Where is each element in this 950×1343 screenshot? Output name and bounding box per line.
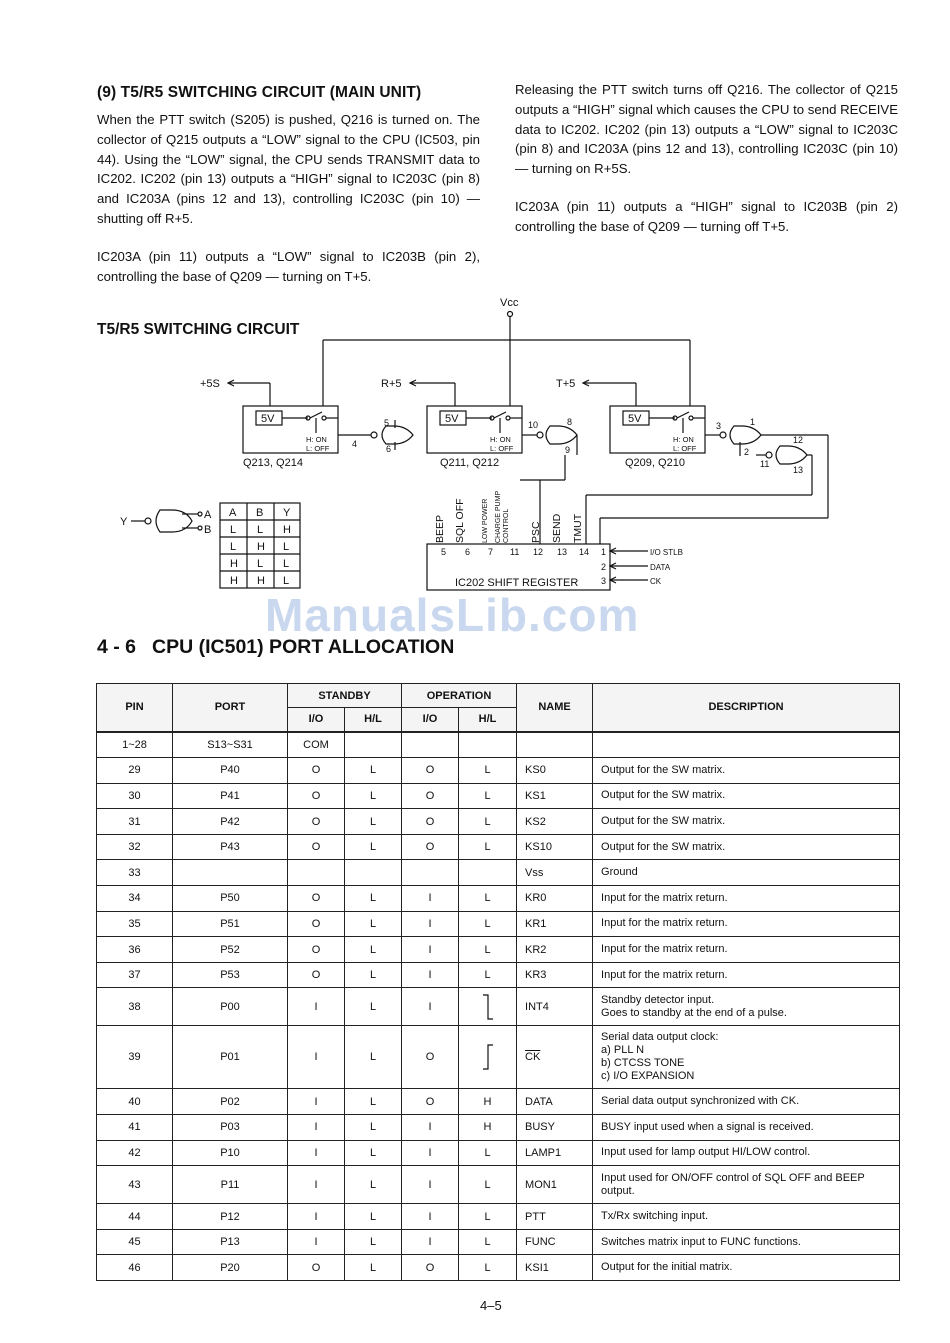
header-operation: OPERATION [402,684,517,708]
shift-register-ic202 [427,491,683,590]
cell-s-io: O [288,809,345,835]
port-allocation-heading [97,636,454,659]
cell-desc: Serial data output clock: a) PLL N b) CTCSS TONE c) I/O EXPANSION [593,1026,900,1089]
cell-pin: 39 [97,1026,173,1089]
svg-text:H: ON: H: ON [490,435,511,444]
cell-o-hl: L [459,962,517,988]
cell-port: P02 [173,1089,288,1115]
page-number: 4–5 [480,1298,502,1313]
header-port: PORT [173,684,288,732]
cell-o-hl: L [459,1204,517,1230]
cell-o-io: O [402,809,459,835]
cell-port: S13~S31 [173,732,288,758]
cell-name: $\overline{CK}$ [517,1026,593,1089]
cell-name: KS0 [517,758,593,784]
cell-pin: 35 [97,911,173,937]
svg-text:SQL OFF: SQL OFF [454,498,466,543]
cell-s-hl: L [345,758,402,784]
nor-gate-2 [520,417,577,480]
cell-pin: 31 [97,809,173,835]
cell-desc: Standby detector input. Goes to standby at the end of a pulse. [593,988,900,1026]
svg-text:2: 2 [744,447,750,457]
svg-text:8: 8 [567,417,573,427]
svg-text:6: 6 [465,547,471,557]
cell-s-io: O [288,911,345,937]
rail-label-5s: +5S [200,378,220,390]
cell-port: P12 [173,1204,288,1230]
cell-name: DATA [517,1089,593,1115]
svg-text:H: ON: H: ON [306,435,327,444]
cell-s-io: I [288,1115,345,1141]
nor-gate-1 [338,418,413,454]
cell-o-hl: H [459,1115,517,1141]
cell-s-hl: L [345,834,402,860]
switch-block-2 [427,406,522,469]
left-paragraph-2: IC203A (pin 11) outputs a “LOW” signal to IC203B (pin 2), controlling the base of Q209 — turning on T+5. [97,248,480,284]
cell-desc [593,732,900,758]
svg-text:CONTROL: CONTROL [503,508,510,543]
svg-text:SEND: SEND [551,513,563,543]
svg-text:5: 5 [384,418,390,428]
cell-s-io: O [288,1255,345,1281]
svg-text:Y: Y [283,507,291,519]
header-operation-io: I/O [402,708,459,732]
table-row [97,988,900,1026]
cell-s-hl [345,732,402,758]
cell-s-io: O [288,758,345,784]
rising-edge-pulse-icon [480,1042,496,1072]
cell-s-hl: L [345,1089,402,1115]
cell-pin: 36 [97,937,173,963]
svg-text:H: H [283,524,291,536]
cell-desc: Output for the SW matrix. [593,834,900,860]
svg-text:L: OFF: L: OFF [490,444,514,453]
left-text-column [97,110,480,304]
cell-name: LAMP1 [517,1140,593,1166]
cell-desc: Input used for lamp output HI/LOW control. [593,1140,900,1166]
cell-name [517,732,593,758]
cell-port: P50 [173,886,288,912]
table-row [97,1255,900,1281]
cell-name: KR2 [517,937,593,963]
cell-o-hl [459,988,517,1026]
transistor-label-3: Q209, Q210 [625,457,685,469]
cell-o-io: O [402,1255,459,1281]
cell-desc: Switches matrix input to FUNC functions. [593,1229,900,1255]
switch-block-3 [610,406,705,469]
table-row [97,1229,900,1255]
cell-port: P42 [173,809,288,835]
cell-pin: 32 [97,834,173,860]
cell-s-io: I [288,1089,345,1115]
cell-desc: Input for the matrix return. [593,937,900,963]
cell-o-hl: L [459,834,517,860]
cell-s-io: O [288,886,345,912]
header-pin: PIN [97,684,173,732]
svg-text:L: L [283,541,290,553]
vcc-label: Vcc [500,297,519,309]
table-row [97,732,900,758]
cell-name: BUSY [517,1115,593,1141]
svg-text:1: 1 [750,417,756,427]
header-standby: STANDBY [288,684,402,708]
section-number: 4 - 6 [97,636,137,658]
cell-port: P51 [173,911,288,937]
cell-desc: Input for the matrix return. [593,886,900,912]
cell-o-hl: L [459,911,517,937]
svg-text:L: OFF: L: OFF [673,444,697,453]
cell-o-hl: L [459,886,517,912]
nor-gate-4 [756,435,812,495]
cell-s-hl: L [345,809,402,835]
cell-name: PTT [517,1204,593,1230]
cell-s-io: O [288,962,345,988]
svg-text:L: L [283,575,290,587]
cell-o-io: I [402,1204,459,1230]
svg-text:5V: 5V [445,413,459,425]
cell-pin: 46 [97,1255,173,1281]
cell-port [173,860,288,886]
shift-register-label: IC202 SHIFT REGISTER [455,577,579,589]
cell-port: P11 [173,1166,288,1204]
switch-block-1 [243,406,338,469]
cell-s-hl: L [345,1026,402,1089]
cell-o-io: I [402,1229,459,1255]
watermark: ManualsLib.com [265,589,640,641]
cell-o-io: I [402,886,459,912]
cell-o-io: I [402,911,459,937]
left-paragraph-1: When the PTT switch (S205) is pushed, Q216 is turned on. The collector of Q215 outputs a “LOW” signal to the CPU (IC503, pin 44). Using the “LOW” signal, the CPU sends TRANSMIT data to IC202. IC202 (pin 13) outputs a “HIGH” signal to IC203C (pin 8) and IC203A (pins 12 and 13), controlling IC203C (pin 10) — shutting off R+5. [97,112,480,226]
cell-pin: 33 [97,860,173,886]
svg-text:5V: 5V [628,413,642,425]
svg-text:BEEP: BEEP [434,514,446,543]
cell-s-io: I [288,1026,345,1089]
table-row [97,783,900,809]
cell-o-hl: L [459,1255,517,1281]
svg-text:5V: 5V [261,413,275,425]
cell-desc: BUSY input used when a signal is received. [593,1115,900,1141]
cell-o-io: O [402,1089,459,1115]
svg-text:13: 13 [793,465,804,475]
right-paragraph-1: Releasing the PTT switch turns off Q216. The collector of Q215 outputs a “HIGH” signal which causes the CPU to send RECEIVE data to IC202. IC202 (pin 13) outputs a “LOW” signal to IC203C (pin 8) and IC203A (pins 12 and 13), controlling IC203C (pin 10) — turning on R+5S. [515,82,898,177]
svg-text:L: L [230,541,237,553]
svg-text:DATA: DATA [650,563,671,572]
cell-name: KR1 [517,911,593,937]
table-row [97,1026,900,1089]
cell-pin: 34 [97,886,173,912]
svg-text:L: OFF: L: OFF [306,444,330,453]
svg-text:B: B [256,507,264,519]
cell-desc: Input for the matrix return. [593,962,900,988]
svg-text:6: 6 [386,444,392,454]
header-name: NAME [517,684,593,732]
cell-port: P43 [173,834,288,860]
section-heading: (9) T5/R5 SWITCHING CIRCUIT (MAIN UNIT) [97,84,422,101]
cell-port: P53 [173,962,288,988]
table-row [97,809,900,835]
table-row [97,911,900,937]
cell-name: KR3 [517,962,593,988]
cell-o-hl: L [459,758,517,784]
port-table-body [97,732,900,1281]
cell-s-io: I [288,1166,345,1204]
cell-pin: 42 [97,1140,173,1166]
svg-text:3: 3 [716,421,722,431]
cell-pin: 41 [97,1115,173,1141]
diagram-title: T5/R5 SWITCHING CIRCUIT [97,321,300,338]
rail-label-t5: T+5 [556,378,576,390]
cell-name: KS10 [517,834,593,860]
cell-name: KS2 [517,809,593,835]
cell-port: P20 [173,1255,288,1281]
cell-o-io: O [402,1026,459,1089]
cell-desc: Output for the initial matrix. [593,1255,900,1281]
svg-text:LOW POWER: LOW POWER [482,498,489,543]
cell-s-io: I [288,1204,345,1230]
svg-text:13: 13 [557,547,568,557]
svg-text:1: 1 [601,547,607,557]
cell-o-hl: L [459,783,517,809]
cell-desc: Input used for ON/OFF control of SQL OFF and BEEP output. [593,1166,900,1204]
cell-s-io: O [288,783,345,809]
svg-text:11: 11 [510,547,520,557]
cell-s-io [288,860,345,886]
cell-o-hl: L [459,1166,517,1204]
table-row [97,834,900,860]
cell-s-hl [345,860,402,886]
table-row [97,1204,900,1230]
svg-text:3: 3 [601,576,607,586]
cell-pin: 30 [97,783,173,809]
table-row [97,937,900,963]
cell-s-io: I [288,988,345,1026]
table-row [97,886,900,912]
cell-desc: Output for the SW matrix. [593,758,900,784]
svg-text:H: H [230,575,238,587]
cell-name: KSI1 [517,1255,593,1281]
cell-o-hl [459,1026,517,1089]
cell-s-hl: L [345,911,402,937]
cell-desc: Serial data output synchronized with CK. [593,1089,900,1115]
cell-pin: 29 [97,758,173,784]
cell-name: KS1 [517,783,593,809]
cell-o-hl: L [459,1229,517,1255]
table-row [97,758,900,784]
cell-o-io: I [402,962,459,988]
cell-pin: 38 [97,988,173,1026]
svg-text:A: A [204,509,212,521]
cell-s-io: I [288,1229,345,1255]
cell-o-hl [459,860,517,886]
cell-desc: Output for the SW matrix. [593,783,900,809]
vcc-terminal [508,312,513,317]
cell-desc: Tx/Rx switching input. [593,1204,900,1230]
rail-label-r5: R+5 [381,378,402,390]
falling-edge-pulse-icon [480,992,496,1022]
cell-s-hl: L [345,1229,402,1255]
nor-gate-legend [120,509,212,536]
cell-o-io: O [402,758,459,784]
header-operation-hl: H/L [459,708,517,732]
cell-o-io: O [402,834,459,860]
cell-desc: Ground [593,860,900,886]
svg-text:PSC: PSC [530,521,542,543]
section-title: CPU (IC501) PORT ALLOCATION [152,636,455,658]
cell-port: P01 [173,1026,288,1089]
table-row [97,1166,900,1204]
cell-s-hl: L [345,1204,402,1230]
right-paragraph-2: IC203A (pin 11) outputs a “HIGH” signal to IC203B (pin 2) controlling the base of Q209 — turning off T+5. [515,198,898,234]
cell-name: Vss [517,860,593,886]
cell-s-hl: L [345,937,402,963]
cell-s-io: COM [288,732,345,758]
svg-text:L: L [230,524,237,536]
table-row [97,1089,900,1115]
table-row [97,962,900,988]
cell-s-hl: L [345,1255,402,1281]
cell-o-io [402,732,459,758]
cell-name: FUNC [517,1229,593,1255]
cell-s-hl: L [345,1115,402,1141]
cell-s-hl: L [345,783,402,809]
cell-port: P41 [173,783,288,809]
cell-port: P40 [173,758,288,784]
svg-text:TMUT: TMUT [572,513,584,543]
cell-s-hl: L [345,886,402,912]
cell-pin: 40 [97,1089,173,1115]
cell-s-io: I [288,1140,345,1166]
cell-pin: 45 [97,1229,173,1255]
svg-text:10: 10 [528,420,539,430]
truth-table [220,503,300,588]
transistor-label-1: Q213, Q214 [243,457,303,469]
header-standby-hl: H/L [345,708,402,732]
cell-s-hl: L [345,988,402,1026]
cell-o-io [402,860,459,886]
cell-o-io: I [402,1140,459,1166]
cell-desc: Output for the SW matrix. [593,809,900,835]
table-row [97,1140,900,1166]
cell-s-io: O [288,834,345,860]
cell-pin: 1~28 [97,732,173,758]
svg-text:H: H [230,558,238,570]
svg-text:12: 12 [793,435,804,445]
svg-text:2: 2 [601,562,607,572]
cell-o-hl [459,732,517,758]
svg-text:CK: CK [650,577,662,586]
cell-port: P10 [173,1140,288,1166]
svg-text:H: ON: H: ON [673,435,694,444]
cell-port: P13 [173,1229,288,1255]
cell-o-io: I [402,937,459,963]
cell-o-hl: L [459,1140,517,1166]
svg-text:I/O STLB: I/O STLB [650,548,683,557]
svg-text:4: 4 [352,439,358,449]
cell-s-hl: L [345,962,402,988]
svg-text:14: 14 [579,547,590,557]
port-allocation-table [96,683,900,1281]
cell-s-hl: L [345,1140,402,1166]
svg-text:11: 11 [760,459,770,469]
svg-text:9: 9 [565,445,571,455]
header-standby-io: I/O [288,708,345,732]
cell-name: KR0 [517,886,593,912]
cell-s-hl: L [345,1166,402,1204]
cell-desc: Input for the matrix return. [593,911,900,937]
cell-o-hl: H [459,1089,517,1115]
svg-text:L: L [283,558,290,570]
svg-text:A: A [229,507,237,519]
svg-text:7: 7 [488,547,494,557]
transistor-label-2: Q211, Q212 [440,457,500,469]
cell-port: P52 [173,937,288,963]
table-row [97,1115,900,1141]
svg-text:H: H [257,541,265,553]
cell-port: P03 [173,1115,288,1141]
svg-text:Y: Y [120,516,128,528]
cell-pin: 43 [97,1166,173,1204]
table-row [97,860,900,886]
svg-text:L: L [257,558,264,570]
cell-o-hl: L [459,809,517,835]
svg-text:12: 12 [533,547,544,557]
svg-text:5: 5 [441,547,447,557]
cell-pin: 44 [97,1204,173,1230]
cell-o-io: O [402,783,459,809]
cell-s-io: O [288,937,345,963]
cell-name: INT4 [517,988,593,1026]
cell-o-io: I [402,1115,459,1141]
right-text-column [515,80,898,255]
cell-o-io: I [402,1166,459,1204]
svg-text:B: B [204,524,212,536]
svg-text:CHARGE PUMP: CHARGE PUMP [495,490,502,543]
svg-text:H: H [257,575,265,587]
cell-pin: 37 [97,962,173,988]
cell-o-io: I [402,988,459,1026]
cell-o-hl: L [459,937,517,963]
cell-port: P00 [173,988,288,1026]
header-description: DESCRIPTION [593,684,900,732]
switching-circuit-diagram [0,290,950,600]
cell-name: MON1 [517,1166,593,1204]
svg-text:L: L [257,524,264,536]
